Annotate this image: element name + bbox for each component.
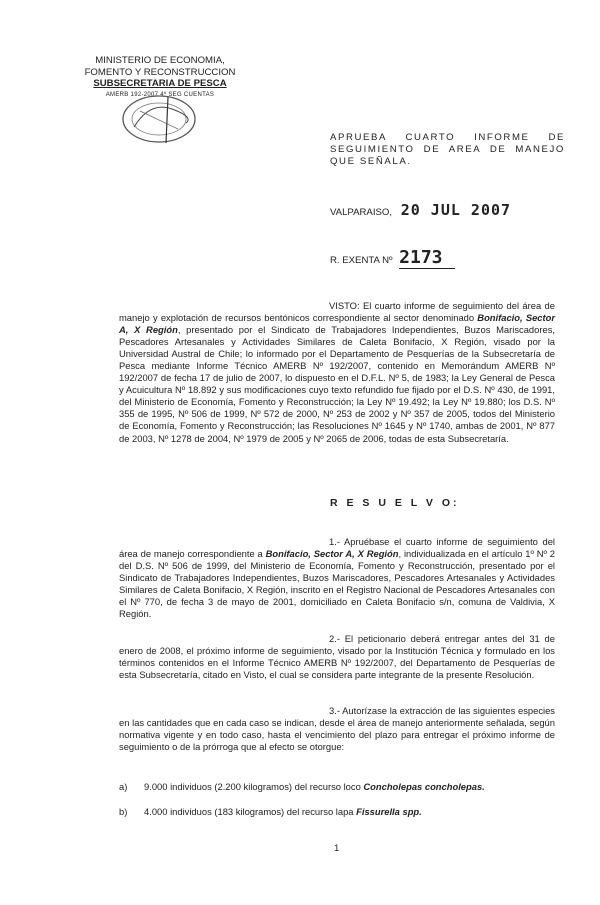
- point-2: 2.- El peticionario deberá entregar antes del 31 de enero de 2008, el próximo informe de seguimiento, visado por la Institución Técnica y formulado en los términos contenidos en el Informe Técnico AMERB Nº 192/2007, del Departamento de Pesquerías de esta Subsecretaría, citado en Visto, el cual se considera parte integrante de la presente Resolución.: [119, 633, 555, 681]
- resuelvo-heading: R E S U E L V O:: [330, 497, 460, 509]
- point-3: 3.- Autorízase la extracción de las siguientes especies en las cantidades que en cada caso se indican, desde el área de manejo anteriormente señalada, según normativa vigente y en todo caso, hasta el vencimiento del plazo para entregar el próximo informe de seguimiento o de la prórroga que al efecto se otorgue:: [119, 705, 555, 753]
- page-number: 1: [334, 843, 340, 854]
- species-name: Fissurella spp.: [356, 806, 422, 817]
- sector-name: Bonifacio, Sector A, X Región: [119, 312, 555, 336]
- letterhead-line-1: MINISTERIO DE ECONOMIA,: [95, 55, 225, 66]
- place: VALPARAISO,: [330, 207, 393, 218]
- place-date: [330, 201, 511, 219]
- species-name: Concholepas concholepas.: [363, 781, 485, 792]
- reference-summary: APRUEBA CUARTO INFORME DE SEGUIMIENTO DE AREA DE MANEJO QUE SEÑALA.: [330, 132, 565, 167]
- official-stamp: [120, 93, 198, 145]
- resolution-number-line: [330, 247, 455, 269]
- letterhead-line-2: FOMENTO Y RECONSTRUCCION: [84, 66, 236, 78]
- letterhead-line-4: AMERB 192-2007 4º SEG CUENTAS: [105, 91, 215, 98]
- resolution-number: 2173: [399, 247, 455, 269]
- visto-paragraph: VISTO: El cuarto informe de seguimiento del área de manejo y explotación de recursos bentónicos correspondiente al sector denominado Bonifacio, Sector A, X Región, presentado por el Sindicato de Trabajadores Independientes, Buzos Mariscadores, Pescadores Artesanales y Actividades Similares de Caleta Bonifacio, X Región, visado por la Universidad Austral de Chile; lo informado por el Departamento de Pesquerías de la Subsecretaría de Pesca mediante Informe Técnico AMERB Nº 192/2007, contenido en Memorándum AMERB Nº 192/2007 de fecha 17 de julio de 2007, lo dispuesto en el D.F.L. Nº 5, de 1983; la Ley General de Pesca y Acuicultura Nº 18.892 y sus modificaciones cuyo texto refundido fue fijado por el D.S. Nº 430, de 1991, del Ministerio de Economía, Fomento y Reconstrucción; la Ley Nº 19.492; la Ley Nº 19.880; los D.S. Nº 355 de 1995, Nº 506 de 1999, Nº 572 de 2000, Nº 253 de 2002 y Nº 357 de 2005, todos del Ministerio de Economía, Fomento y Reconstrucción; las Resoluciones Nº 1645 y Nº 1740, ambas de 2001, Nº 877 de 2003, Nº 1278 de 2004, Nº 1979 de 2005 y Nº 2065 de 2006, todas de esta Subsecretaría.: [119, 300, 555, 444]
- date-stamp: 20 JUL 2007: [400, 201, 512, 219]
- letterhead-line-3: SUBSECRETARIA DE PESCA: [93, 78, 227, 89]
- point-1: 1.- Apruébase el cuarto informe de seguimiento del área de manejo correspondiente a Bonifacio, Sector A, X Región, individualizada en el artículo 1º Nº 2 del D.S. Nº 506 de 1999, del Ministerio de Economía, Fomento y Reconstrucción, presentado por el Sindicato de Trabajadores Independientes, Buzos Mariscadores, Pescadores Artesanales y Actividades Similares de Caleta Bonifacio, X Región, inscrito en el Registro Nacional de Pescadores Artesanales con el Nº 770, de fecha 3 de mayo de 2001, domiciliado en Caleta Bonifacio s/n, comuna de Valdivia, X Región.: [119, 536, 555, 620]
- document-page: MINISTERIO DE ECONOMIA, FOMENTO Y RECONSTRUCCION SUBSECRETARIA DE PESCA AMERB 192-2007 4º SEG CUENTAS APRUEBA CUARTO INFORME DE SEGUIMIENTO DE AREA DE MANEJO QUE SEÑALA. VALPARAISO, 20 JUL 2007 R. EXENTA Nº 2173 VISTO: El cuarto informe de seguimiento del área de manejo y explotación de recursos bentónicos correspondiente al sector denominado Bonifacio, Sector A, X Región, presentado por el Sindicato de Trabajadores Independientes, Buzos Mariscadores, Pescadores Artesanales y Actividades Similares de Caleta Bonifacio, X Región, visado por la Universidad Austral de Chile; lo informado por el Departamento de Pesquerías de la Subsecretaría de Pesca mediante Informe Técnico AMERB Nº 192/2007, contenido en Memorándum AMERB Nº 192/2007 de fecha 17 de julio de 2007, lo dispuesto en el D.F.L. Nº 5, de 1983; la Ley General de Pesca y Acuicultura Nº 18.892 y sus modificaciones cuyo texto refundido fue fijado por el D.S. Nº 430, de 1991, del Ministerio de Economía, Fomento y Reconstrucción; la Ley Nº 19.492; la Ley Nº 19.880; los D.S. Nº 355 de 1995, Nº 506 de 1999, Nº 572 de 2000, Nº 253 de 2002 y Nº 357 de 2005, todos del Ministerio de Economía, Fomento y Reconstrucción; las Resoluciones Nº 1645 y Nº 1740, ambas de 2001, Nº 877 de 2003, Nº 1278 de 2004, Nº 1979 de 2005 y Nº 2065 de 2006, todas de esta Subsecretaría. R E S U E L V O: 1.- Apruébase el cuarto informe de seguimiento del área de manejo correspondiente a Bonifacio, Sector A, X Región, individualizada en el artículo 1º Nº 2 del D.S. Nº 506 de 1999, del Ministerio de Economía, Fomento y Reconstrucción, presentado por el Sindicato de Trabajadores Independientes, Buzos Mariscadores, Pescadores Artesanales y Actividades Similares de Caleta Bonifacio, X Región, inscrito en el Registro Nacional de Pescadores Artesanales con el Nº 770, de fecha 3 de mayo de 2001, domiciliado en Caleta Bonifacio s/n, comuna de Valdivia, X Región. 2.- El peticionario deberá entregar antes del 31 de enero de 2008, el próximo informe de seguimiento, visado por la Institución Técnica y formulado en los términos contenidos en el Informe Técnico AMERB Nº 192/2007, del Departamento de Pesquerías de esta Subsecretaría, citado en Visto, el cual se considera parte integrante de la presente Resolución. 3.- Autorízase la extracción de las siguientes especies en las cantidades que en cada caso se indican, desde el área de manejo anteriormente señalada, según normativa vigente y en todo caso, hasta el vencimiento del plazo para entregar el próximo informe de seguimiento o de la prórroga que al efecto se otorgue: a) 9.000 individuos (2.200 kilogramos) del recurso loco Concholepas concholepas. b) 4.000 individuos (183 kilogramos) del recurso lapa Fissurella spp. 1: [0, 0, 600, 905]
- resolution-label: R. EXENTA Nº: [330, 255, 393, 266]
- sector-name: Bonifacio, Sector A, X Región: [265, 548, 399, 560]
